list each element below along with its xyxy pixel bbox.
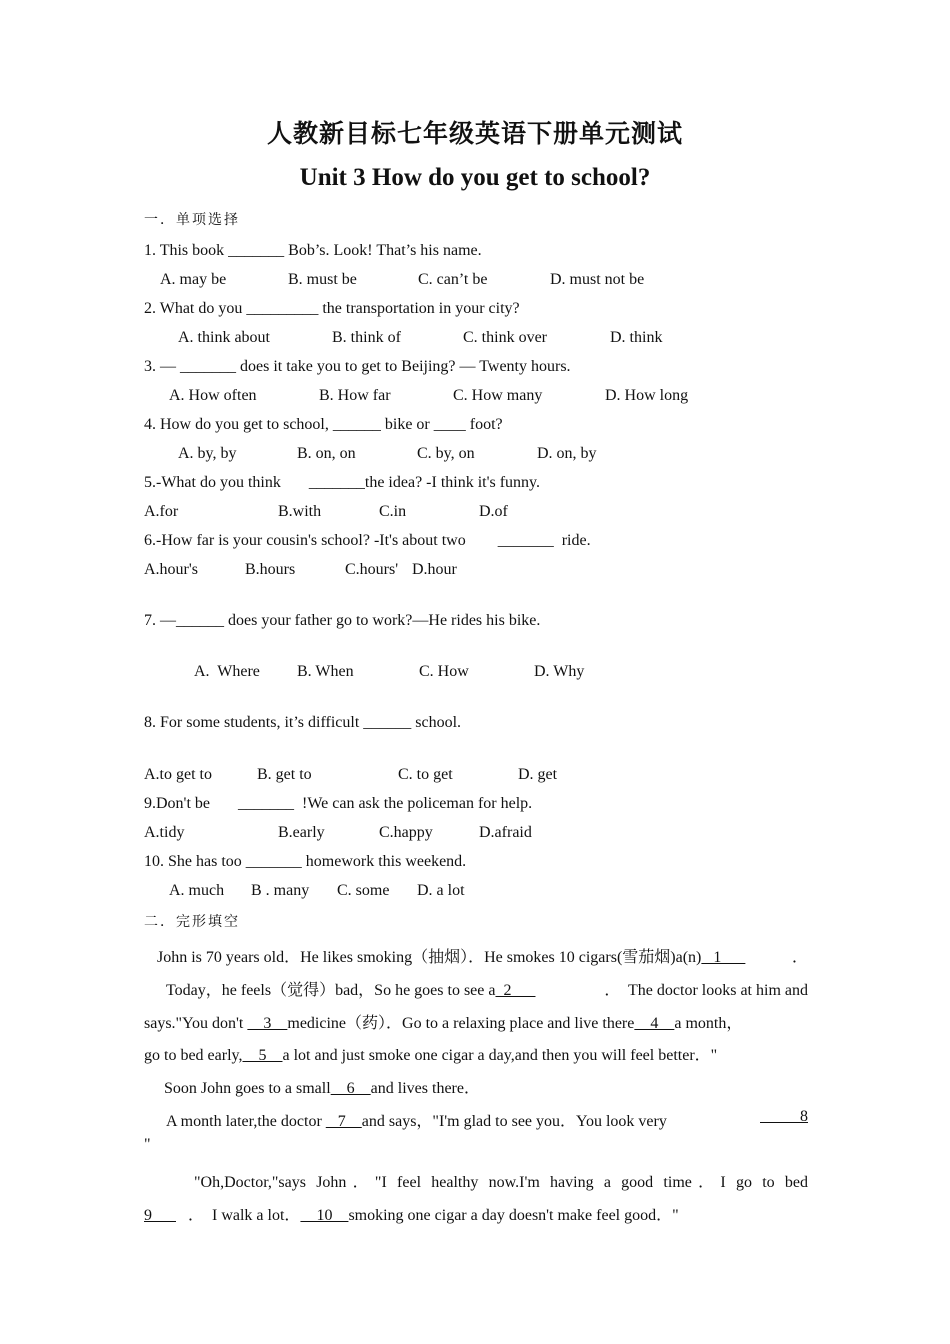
option: C. can’t be bbox=[418, 271, 488, 288]
option: D.hour bbox=[412, 561, 457, 578]
option: C.in bbox=[379, 503, 407, 520]
section-heading-cloze: 二．完形填空 bbox=[144, 914, 240, 930]
cloze-line: says."You don't 3 medicine（药）．Go to a relaxing place and live there 4 a month， bbox=[144, 1015, 743, 1032]
cloze-blank: 6 bbox=[330, 1080, 371, 1097]
section-heading-multiple-choice: 一．单项选择 bbox=[144, 212, 240, 228]
option: C. How many bbox=[453, 387, 543, 404]
option: A. much bbox=[169, 882, 225, 899]
option: B. must be bbox=[288, 271, 357, 288]
cloze-line: Soon John goes to a small 6 and lives there． bbox=[164, 1080, 480, 1097]
option: B.with bbox=[278, 503, 322, 520]
option: B.early bbox=[278, 824, 325, 841]
cloze-line: " bbox=[144, 1136, 151, 1153]
option: D. on, by bbox=[537, 445, 597, 462]
option: D. get bbox=[518, 766, 558, 783]
option: C.happy bbox=[379, 824, 433, 841]
question-stem: 5.-What do you think _______the idea? -I think it's funny. bbox=[144, 474, 540, 491]
option: D. How long bbox=[605, 387, 689, 404]
option: D.afraid bbox=[479, 824, 532, 841]
option: C. by, on bbox=[417, 445, 475, 462]
option: D. think bbox=[610, 329, 663, 346]
cloze-blank: 3 bbox=[247, 1015, 288, 1032]
cloze-blank: 1 bbox=[701, 949, 746, 966]
option: A. Where bbox=[194, 663, 260, 680]
cloze-line: A month later,the doctor 7 and says，"I'm glad to see you．You look very 8 bbox=[166, 1108, 808, 1130]
cloze-blank: 10 bbox=[300, 1207, 349, 1224]
option: A. think about bbox=[178, 329, 270, 346]
question-stem: 1. This book _______ Bob’s. Look! That’s his name. bbox=[144, 242, 482, 259]
option: A. may be bbox=[160, 271, 227, 288]
option: C. to get bbox=[398, 766, 453, 783]
option: B.hours bbox=[245, 561, 296, 578]
option: B. think of bbox=[332, 329, 401, 346]
question-stem: 7. —______ does your father go to work?—He rides his bike. bbox=[144, 612, 541, 629]
page-subtitle: Unit 3 How do you get to school? bbox=[299, 164, 651, 191]
option: C. think over bbox=[463, 329, 547, 346]
option: A. by, by bbox=[178, 445, 237, 462]
option: D. a lot bbox=[417, 882, 465, 899]
option: D.of bbox=[479, 503, 508, 520]
option: B. get to bbox=[257, 766, 312, 783]
cloze-line: "Oh,Doctor,"says John．"I feel healthy now.I'm having a good time．I go to bed bbox=[194, 1174, 808, 1191]
option: A. How often bbox=[169, 387, 257, 404]
cloze-blank: 9 bbox=[144, 1207, 176, 1224]
cloze-blank: 5 bbox=[242, 1047, 283, 1064]
option: D. must not be bbox=[550, 271, 645, 288]
option: B. How far bbox=[319, 387, 391, 404]
cloze-line: go to bed early, 5 a lot and just smoke one cigar a day,and then you will feel better．" bbox=[144, 1047, 718, 1064]
cloze-blank: 4 bbox=[634, 1015, 675, 1032]
option: B . many bbox=[251, 882, 310, 899]
option: A.for bbox=[144, 503, 179, 520]
question-stem: 3. — _______ does it take you to get to Beijing? — Twenty hours. bbox=[144, 358, 571, 375]
page-title: 人教新目标七年级英语下册单元测试 bbox=[266, 119, 683, 148]
option: A.hour's bbox=[144, 561, 198, 578]
option: D. Why bbox=[534, 663, 585, 680]
question-stem: 8. For some students, it’s difficult ______ school. bbox=[144, 714, 462, 731]
cloze-blank: 2 bbox=[495, 982, 536, 999]
cloze-line: Today，he feels（觉得）bad，So he goes to see a 2 ． The doctor looks at him and bbox=[166, 982, 808, 999]
cloze-blank: 7 bbox=[325, 1113, 362, 1130]
option: C.hours' bbox=[345, 561, 399, 578]
question-stem: 9.Don't be _______ !We can ask the policeman for help. bbox=[144, 795, 533, 812]
option: A.tidy bbox=[144, 824, 185, 841]
cloze-line: John is 70 years old．He likes smoking（抽烟）．He smokes 10 cigars(雪茄烟)a(n) 1 ． bbox=[157, 949, 808, 966]
cloze-line: 9 ． I walk a lot． 10 smoking one cigar a day doesn't make feel good．" bbox=[144, 1207, 679, 1224]
option: B. on, on bbox=[297, 445, 356, 462]
question-stem: 4. How do you get to school, ______ bike or ____ foot? bbox=[144, 416, 503, 433]
question-stem: 6.-How far is your cousin's school? -It's about two _______ ride. bbox=[144, 532, 591, 549]
question-stem: 10. She has too _______ homework this weekend. bbox=[144, 853, 467, 870]
option: C. How bbox=[419, 663, 469, 680]
option: C. some bbox=[337, 882, 390, 899]
option: A.to get to bbox=[144, 766, 212, 783]
cloze-blank: 8 bbox=[760, 1108, 808, 1125]
option: B. When bbox=[297, 663, 354, 680]
question-stem: 2. What do you _________ the transportation in your city? bbox=[144, 300, 520, 317]
